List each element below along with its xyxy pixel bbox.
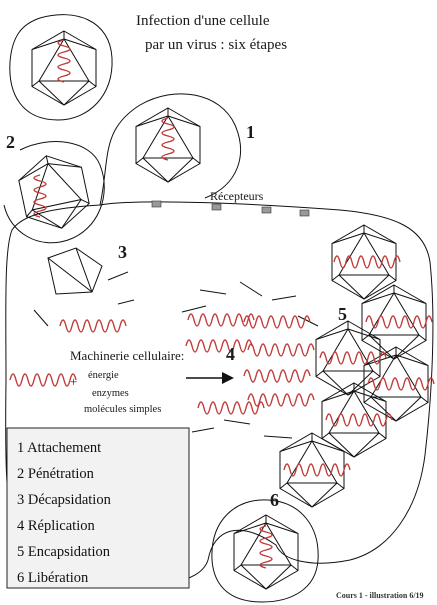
step-marker-6: 6 (270, 490, 279, 510)
legend-item-4: 4 Réplication (17, 518, 95, 534)
encapsidation-cluster (280, 225, 434, 507)
released-virus-top-left (10, 15, 112, 120)
legend-item-6: 6 Libération (17, 570, 89, 586)
legend (7, 428, 189, 588)
footer-caption: Cours 1 - illustration 6/19 (336, 591, 424, 600)
machinery-plus: + (70, 374, 78, 389)
penetrating-virus (4, 142, 104, 243)
machinery-item-molecules: molécules simples (84, 404, 162, 415)
machinery-arrow (186, 372, 234, 384)
legend-item-3: 3 Décapsidation (17, 492, 111, 508)
diagram-title-line-2: par un virus : six étapes (145, 37, 288, 53)
diagram-title-line-1: Infection d'une cellule (136, 13, 270, 29)
step-marker-3: 3 (118, 242, 127, 262)
step-marker-1: 1 (246, 122, 255, 142)
legend-item-2: 2 Pénétration (17, 466, 94, 482)
released-virus-bottom (212, 500, 318, 602)
capsid-fragments (182, 282, 318, 438)
step-marker-5: 5 (338, 304, 347, 324)
step-marker-4: 4 (226, 344, 235, 364)
replicated-rna (10, 314, 314, 414)
machinery-item-enzymes: enzymes (92, 388, 129, 399)
legend-item-1: 1 Attachement (17, 440, 102, 456)
receptors-label: Récepteurs (210, 189, 264, 203)
machinery-title: Machinerie cellulaire: (70, 348, 185, 363)
step-marker-2: 2 (6, 132, 15, 152)
machinery-item-energy: énergie (88, 370, 119, 381)
legend-item-5: 5 Encapsidation (17, 544, 111, 560)
